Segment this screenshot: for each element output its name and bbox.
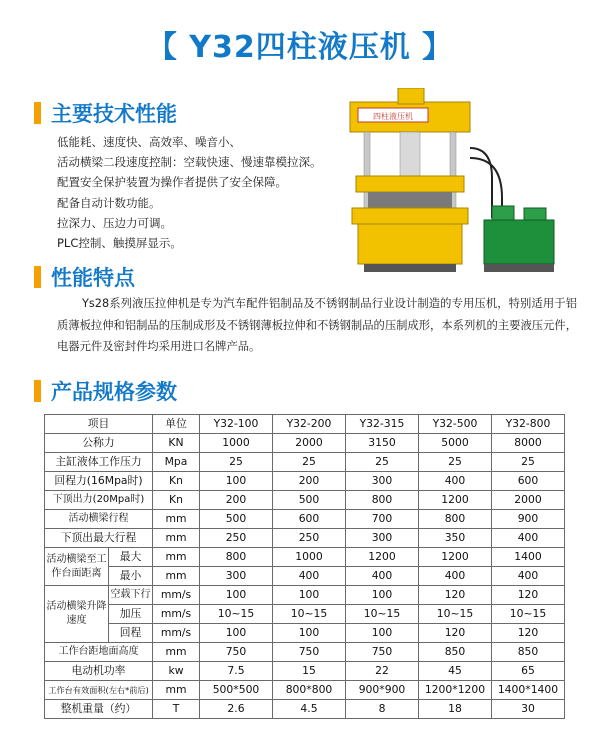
section-title: 性能特点 — [51, 266, 135, 290]
table-cell: 900*900 — [346, 681, 419, 700]
table-cell: 400 — [273, 567, 346, 586]
table-cell: 10~15 — [346, 605, 419, 624]
table-cell: 400 — [419, 567, 492, 586]
row-unit: mm — [153, 643, 200, 662]
table-cell: 65 — [492, 662, 565, 681]
row-unit: mm — [153, 548, 200, 567]
row-unit: mm/s — [153, 624, 200, 643]
table-cell: 400 — [492, 567, 565, 586]
table-header-cell: Y32-315 — [346, 415, 419, 434]
table-row — [45, 510, 565, 529]
table-cell: 25 — [492, 453, 565, 472]
table-cell: 1200*1200 — [419, 681, 492, 700]
row-label: 活动横梁升降速度 — [45, 586, 109, 643]
table-row — [45, 491, 565, 510]
hydraulic-press-image — [342, 88, 572, 280]
table-cell: 750 — [346, 643, 419, 662]
spec-table — [44, 414, 565, 719]
table-cell: 400 — [346, 567, 419, 586]
table-cell: 120 — [419, 624, 492, 643]
row-label: 工作台有效面积(左右*前后) — [45, 681, 153, 700]
row-unit: mm — [153, 510, 200, 529]
row-label: 公称力 — [45, 434, 153, 453]
row-label: 工作台距地面高度 — [45, 643, 153, 662]
row-unit: KN — [153, 434, 200, 453]
table-row — [45, 453, 565, 472]
table-cell: 120 — [492, 624, 565, 643]
table-cell: 500*500 — [200, 681, 273, 700]
row-unit: mm — [153, 567, 200, 586]
row-sublabel: 空载下行 — [109, 586, 153, 605]
table-header-cell: Y32-200 — [273, 415, 346, 434]
table-row — [45, 472, 565, 491]
table-cell: 2.6 — [200, 700, 273, 719]
table-cell: 200 — [200, 491, 273, 510]
section-marker — [34, 266, 41, 288]
row-unit: Kn — [153, 491, 200, 510]
table-header-cell: 项目 — [45, 415, 153, 434]
list-item: 低能耗、速度快、高效率、噪音小、 — [57, 135, 241, 149]
table-cell: 10~15 — [419, 605, 492, 624]
table-cell: 8 — [346, 700, 419, 719]
table-cell: 100 — [273, 624, 346, 643]
row-label: 电动机功率 — [45, 662, 153, 681]
table-cell: 700 — [346, 510, 419, 529]
table-cell: 300 — [200, 567, 273, 586]
row-unit: mm — [153, 681, 200, 700]
row-sublabel: 最小 — [109, 567, 153, 586]
table-cell: 850 — [419, 643, 492, 662]
row-label: 下顶出最大行程 — [45, 529, 153, 548]
table-row — [45, 529, 565, 548]
table-cell: 18 — [419, 700, 492, 719]
section-heading-features — [34, 264, 135, 290]
row-label: 活动横梁行程 — [45, 510, 153, 529]
section-title: 产品规格参数 — [51, 380, 177, 404]
table-cell: 1200 — [419, 491, 492, 510]
table-cell: 800*800 — [273, 681, 346, 700]
table-cell: 100 — [346, 624, 419, 643]
row-unit: mm — [153, 529, 200, 548]
machine-label: 四柱液压机 — [373, 112, 413, 121]
table-row — [45, 662, 565, 681]
row-sublabel: 回程 — [109, 624, 153, 643]
list-item: 配备自动计数功能。 — [57, 195, 161, 210]
row-label: 回程力(16Mpa时) — [45, 472, 153, 491]
table-cell: 30 — [492, 700, 565, 719]
table-cell: 7.5 — [200, 662, 273, 681]
features-paragraph: Ys28系列液压拉伸机是专为汽车配件铝制品及不锈钢制品行业设计制造的专用压机，特别适用于铝质薄板拉伸和铝制品的压制成形及不锈钢薄板拉伸和不锈钢制品的压制成形，本系列机的主要液压元件，电器元件及密封件均采用进口名牌产品。 — [57, 297, 577, 353]
table-cell: 3150 — [346, 434, 419, 453]
table-row — [45, 586, 565, 605]
table-cell: 8000 — [492, 434, 565, 453]
table-cell: 600 — [492, 472, 565, 491]
table-cell: 25 — [200, 453, 273, 472]
table-cell: 25 — [273, 453, 346, 472]
table-cell: 100 — [346, 586, 419, 605]
row-label: 整机重量（约） — [45, 700, 153, 719]
table-cell: 300 — [346, 472, 419, 491]
table-cell: 1000 — [273, 548, 346, 567]
row-unit: Mpa — [153, 453, 200, 472]
table-cell: 100 — [273, 586, 346, 605]
table-cell: 100 — [200, 472, 273, 491]
row-unit: kw — [153, 662, 200, 681]
table-cell: 250 — [273, 529, 346, 548]
table-cell: 1200 — [346, 548, 419, 567]
row-label: 下顶出力(20Mpa时) — [45, 491, 153, 510]
row-label: 活动横梁至工作台面距离 — [45, 548, 109, 586]
table-cell: 1200 — [419, 548, 492, 567]
row-unit: mm/s — [153, 586, 200, 605]
table-cell: 22 — [346, 662, 419, 681]
table-cell: 25 — [346, 453, 419, 472]
table-cell: 45 — [419, 662, 492, 681]
section-heading-specs — [34, 378, 177, 404]
list-item: 配置安全保护装置为操作者提供了安全保障。 — [57, 175, 287, 190]
performance-list — [57, 132, 357, 253]
table-cell: 850 — [492, 643, 565, 662]
table-header-cell: Y32-100 — [200, 415, 273, 434]
table-cell: 350 — [419, 529, 492, 548]
table-cell: 100 — [200, 586, 273, 605]
section-heading-performance — [34, 100, 177, 126]
section-marker — [34, 102, 41, 124]
page-title: 【 Y32四柱液压机 】 — [146, 30, 454, 65]
table-cell: 900 — [492, 510, 565, 529]
table-row — [45, 624, 565, 643]
table-row — [45, 548, 565, 567]
table-cell: 400 — [492, 529, 565, 548]
table-cell: 800 — [200, 548, 273, 567]
row-sublabel: 加压 — [109, 605, 153, 624]
table-cell: 800 — [419, 510, 492, 529]
table-row — [45, 434, 565, 453]
table-cell: 2000 — [273, 434, 346, 453]
table-cell: 10~15 — [492, 605, 565, 624]
list-item: 活动横梁二段速度控制：空载快速、慢速靠模拉深。 — [57, 155, 322, 170]
table-header-cell: Y32-800 — [492, 415, 565, 434]
table-cell: 100 — [200, 624, 273, 643]
table-cell: 1000 — [200, 434, 273, 453]
table-header-cell: 单位 — [153, 415, 200, 434]
table-cell: 300 — [346, 529, 419, 548]
row-unit: T — [153, 700, 200, 719]
table-cell: 500 — [273, 491, 346, 510]
table-cell: 200 — [273, 472, 346, 491]
table-cell: 2000 — [492, 491, 565, 510]
row-unit: mm/s — [153, 605, 200, 624]
table-row — [45, 567, 565, 586]
table-cell: 15 — [273, 662, 346, 681]
table-cell: 600 — [273, 510, 346, 529]
section-title: 主要技术性能 — [51, 102, 177, 126]
section-marker — [34, 380, 41, 402]
table-cell: 800 — [346, 491, 419, 510]
table-cell: 10~15 — [200, 605, 273, 624]
table-cell: 1400*1400 — [492, 681, 565, 700]
table-row — [45, 700, 565, 719]
table-cell: 750 — [200, 643, 273, 662]
table-row — [45, 681, 565, 700]
table-cell: 400 — [419, 472, 492, 491]
table-row — [45, 643, 565, 662]
table-cell: 120 — [492, 586, 565, 605]
row-unit: Kn — [153, 472, 200, 491]
table-cell: 5000 — [419, 434, 492, 453]
table-cell: 25 — [419, 453, 492, 472]
table-cell: 4.5 — [273, 700, 346, 719]
table-cell: 500 — [200, 510, 273, 529]
table-cell: 120 — [419, 586, 492, 605]
list-item: PLC控制、触摸屏显示。 — [57, 236, 182, 251]
row-label: 主缸液体工作压力 — [45, 453, 153, 472]
table-cell: 750 — [273, 643, 346, 662]
table-cell: 1400 — [492, 548, 565, 567]
row-sublabel: 最大 — [109, 548, 153, 567]
table-cell: 10~15 — [273, 605, 346, 624]
list-item: 拉深力、压边力可调。 — [57, 215, 172, 230]
table-row — [45, 605, 565, 624]
table-header-row — [45, 415, 565, 434]
table-header-cell: Y32-500 — [419, 415, 492, 434]
table-cell: 250 — [200, 529, 273, 548]
